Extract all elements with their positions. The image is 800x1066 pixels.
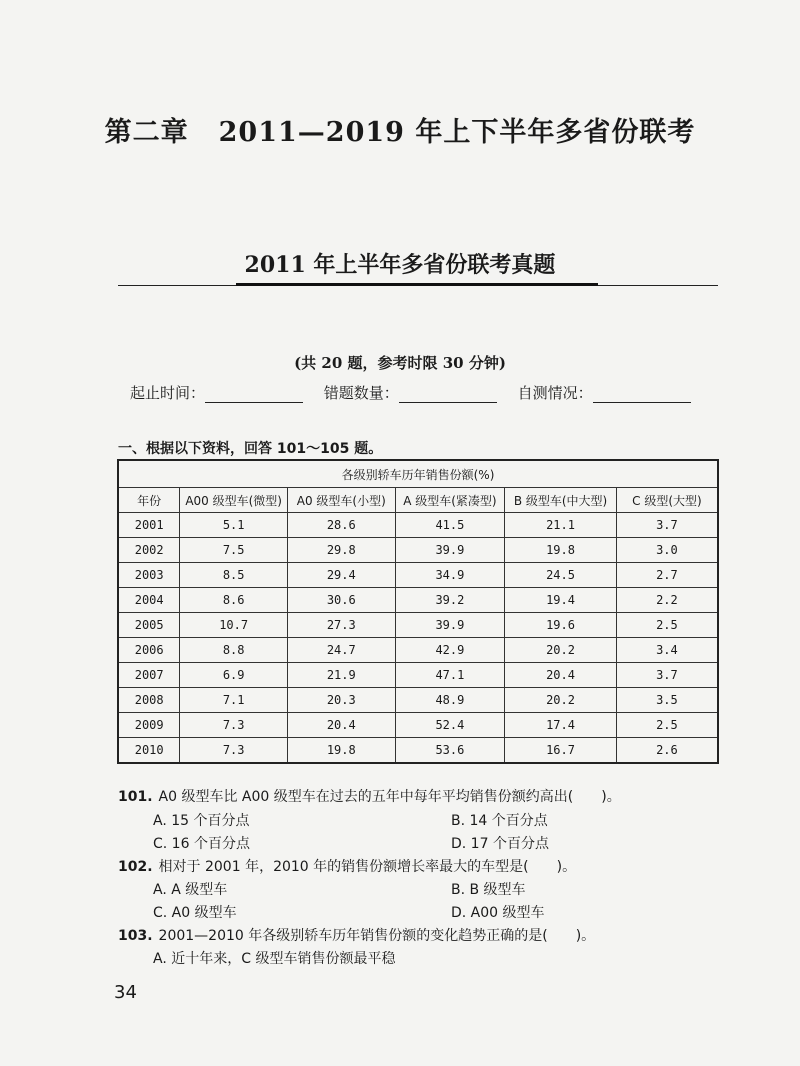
table-cell: 2010 <box>118 738 180 764</box>
table-cell: 2007 <box>118 663 180 688</box>
table-caption-row <box>118 460 718 488</box>
column-header: B 级型车(中大型) <box>505 488 617 513</box>
table-cell: 8.5 <box>180 563 288 588</box>
option-102-b: B. B 级型车 <box>451 882 526 898</box>
table-cell: 5.1 <box>180 513 288 538</box>
option-101-a: A. 15 个百分点 <box>153 813 250 829</box>
option-101-d: D. 17 个百分点 <box>451 836 549 852</box>
column-header: A0 级型车(小型) <box>287 488 395 513</box>
table-header-row <box>118 488 718 513</box>
table-cell: 2008 <box>118 688 180 713</box>
table-cell: 2006 <box>118 638 180 663</box>
error-count-field: 错题数量： <box>324 382 497 403</box>
table-cell: 39.9 <box>395 613 505 638</box>
table-cell: 2.5 <box>616 613 718 638</box>
title-rule-thick <box>236 283 598 286</box>
blank-line <box>205 388 303 403</box>
section-heading: 一、根据以下资料，回答 101～105 题。 <box>118 441 383 457</box>
self-check-row <box>130 382 707 403</box>
table-cell: 17.4 <box>505 713 617 738</box>
exam-title: 2011 年上半年多省份联考真题 <box>244 252 556 278</box>
table-cell: 7.3 <box>180 738 288 764</box>
option-102-d: D. A00 级型车 <box>451 905 545 921</box>
table-cell: 2004 <box>118 588 180 613</box>
table-cell: 20.3 <box>287 688 395 713</box>
question-number: 103. <box>118 928 153 944</box>
table-row <box>118 688 718 713</box>
table-cell: 3.7 <box>616 663 718 688</box>
table-cell: 19.8 <box>287 738 395 764</box>
table-cell: 29.8 <box>287 538 395 563</box>
table-cell: 10.7 <box>180 613 288 638</box>
table-row <box>118 513 718 538</box>
column-header: C 级型(大型) <box>616 488 718 513</box>
question-text: 2001—2010 年各级别轿车历年销售份额的变化趋势正确的是( )。 <box>158 928 596 944</box>
table-cell: 16.7 <box>505 738 617 764</box>
table-cell: 21.9 <box>287 663 395 688</box>
option-103-a: A. 近十年来，C 级型车销售份额最平稳 <box>153 951 396 967</box>
table-cell: 7.3 <box>180 713 288 738</box>
table-row <box>118 563 718 588</box>
table-cell: 3.7 <box>616 513 718 538</box>
table-cell: 20.4 <box>505 663 617 688</box>
page-number: 34 <box>114 982 137 1003</box>
question-102 <box>118 856 576 876</box>
table-row <box>118 588 718 613</box>
table-cell: 6.9 <box>180 663 288 688</box>
question-number: 102. <box>118 859 153 875</box>
sales-share-table <box>117 459 719 764</box>
table-cell: 24.5 <box>505 563 617 588</box>
table-cell: 19.6 <box>505 613 617 638</box>
table-cell: 20.2 <box>505 638 617 663</box>
table-cell: 8.6 <box>180 588 288 613</box>
question-text: 相对于 2001 年，2010 年的销售份额增长率最大的车型是( )。 <box>158 859 577 875</box>
table-cell: 3.0 <box>616 538 718 563</box>
table-cell: 19.4 <box>505 588 617 613</box>
table-row <box>118 713 718 738</box>
column-header: 年份 <box>118 488 180 513</box>
column-header: A00 级型车(微型) <box>180 488 288 513</box>
table-cell: 2002 <box>118 538 180 563</box>
table-row <box>118 538 718 563</box>
table-cell: 39.9 <box>395 538 505 563</box>
table-cell: 2.2 <box>616 588 718 613</box>
table-cell: 20.4 <box>287 713 395 738</box>
start-end-time-field: 起止时间： <box>130 382 303 403</box>
blank-line <box>399 388 497 403</box>
option-102-a: A. A 级型车 <box>153 882 228 898</box>
chapter-title-text: 2011—2019 年上下半年多省份联考 <box>218 117 696 148</box>
table-cell: 7.5 <box>180 538 288 563</box>
table-row <box>118 663 718 688</box>
exam-info: (共 20 题，参考时限 30 分钟) <box>294 354 506 372</box>
table-cell: 30.6 <box>287 588 395 613</box>
table-cell: 41.5 <box>395 513 505 538</box>
option-102-c: C. A0 级型车 <box>153 905 237 921</box>
table-row <box>118 638 718 663</box>
table-cell: 42.9 <box>395 638 505 663</box>
table-row <box>118 738 718 764</box>
table-cell: 28.6 <box>287 513 395 538</box>
table-cell: 39.2 <box>395 588 505 613</box>
column-header: A 级型车(紧凑型) <box>395 488 505 513</box>
table-cell: 21.1 <box>505 513 617 538</box>
table-cell: 3.5 <box>616 688 718 713</box>
blank-line <box>593 388 691 403</box>
table-cell: 2003 <box>118 563 180 588</box>
option-101-c: C. 16 个百分点 <box>153 836 250 852</box>
table-cell: 7.1 <box>180 688 288 713</box>
self-test-field: 自测情况： <box>518 382 691 403</box>
table-cell: 2005 <box>118 613 180 638</box>
table-cell: 24.7 <box>287 638 395 663</box>
table-cell: 2.6 <box>616 738 718 764</box>
chapter-title <box>0 110 800 149</box>
chapter-label: 第二章 <box>104 117 189 148</box>
table-cell: 29.4 <box>287 563 395 588</box>
table-cell: 2.5 <box>616 713 718 738</box>
table-cell: 2001 <box>118 513 180 538</box>
table-cell: 2009 <box>118 713 180 738</box>
table-caption: 各级别轿车历年销售份额(%) <box>118 460 718 488</box>
table-cell: 34.9 <box>395 563 505 588</box>
question-text: A0 级型车比 A00 级型车在过去的五年中每年平均销售份额约高出( )。 <box>158 789 621 805</box>
table-cell: 2.7 <box>616 563 718 588</box>
question-number: 101. <box>118 789 153 805</box>
table-row <box>118 613 718 638</box>
table-cell: 53.6 <box>395 738 505 764</box>
table-cell: 48.9 <box>395 688 505 713</box>
table-cell: 52.4 <box>395 713 505 738</box>
table-cell: 47.1 <box>395 663 505 688</box>
table-cell: 27.3 <box>287 613 395 638</box>
table-cell: 3.4 <box>616 638 718 663</box>
table-cell: 8.8 <box>180 638 288 663</box>
question-101 <box>118 786 621 806</box>
option-101-b: B. 14 个百分点 <box>451 813 548 829</box>
table-cell: 20.2 <box>505 688 617 713</box>
table-cell: 19.8 <box>505 538 617 563</box>
question-103 <box>118 925 595 945</box>
